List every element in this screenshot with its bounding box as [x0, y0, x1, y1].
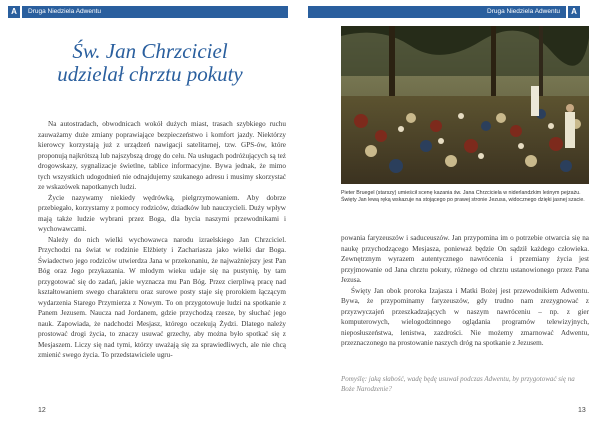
- bruegel-painting-image: [341, 26, 589, 184]
- section-title-bar: Druga Niedziela Adwentu: [22, 6, 288, 18]
- chapter-title-line-1: Św. Jan Chrzciciel: [72, 39, 228, 63]
- right-body-text: [341, 233, 589, 349]
- left-page: [8, 0, 292, 427]
- page-number-left: 12: [38, 407, 46, 414]
- paragraph: powania faryzeuszów i saduceuszów. Jan przypomina im o potrzebie otwarcia się na naukę przychodzącego Mesjasza, ponieważ będzie On sądził każdego człowieka. Zewnętrznym wyrazem autentycznego nawrócenia i przemiany życia jest przyjmowanie od Jana chrztu pokuty, różnego od chrztu ustanowionego przez Pana Jezusa.: [341, 234, 589, 284]
- painting-caption: Pieter Bruegel (starszy) umieścił scenę kazania św. Jana Chrzciciela w niderlandzkim leśnym pejzażu. Święty Jan lewą ręką wskazuje na stojącego po prawej stronie Jezusa, widocznego dzięki jasnej szacie.: [341, 190, 585, 204]
- paragraph: Na autostradach, obwodnicach wokół dużych miast, trasach szybkiego ruchu zauważamy duże zmiany poprawiające bezpieczeństwo i komfort jazdy. Niektórzy kierowcy korzystają już z urządzeń nawigacji satelitarnej, tzw. GPS-ów, które proponują najkrótszą lub najszybszą drogę do celu. Na usługach podróżujących są też drogowskazy, sygnalizacje świetlne, tablice informacyjne. Bywa jednak, że mimo tych wszystkich udogodnień nie odnajdujemy szukanego adresu i musimy skorzystać ze wskazówek napotkanych ludzi.: [38, 120, 286, 191]
- chapter-title: [8, 40, 292, 86]
- paragraph: Należy do nich wielki wychowawca narodu izraelskiego Jan Chrzciciel. Przychodzi na świat w rodzinie Elżbiety i Zachariasza jako wielki dar Boga. Świadectwo jego rodziców utwierdza Jana w przekonaniu, że najważniejszy jest Pan Bóg oraz Jego przykazania. W młodym wieku udaje się na pustynię, by tam przygotować się do zadań, jakie wyznacza mu Pan Bóg. Przez cierpliwą pracę nad kształtowaniem swego charakteru oraz surowe posty staje się prorokiem łączącym wydarzenia Starego Przymierza z Nowym. To on przygotowuje ludzi na spotkanie z Panem Jezusem. Naucza nad Jordanem, gdzie przychodzą rzesze, by słuchać jego nauk. Zapowiada, że nadchodzi Mesjasz, którego oczekują Żydzi. Dlatego należy prostować drogi życia, to znaczy usuwać grzechy, aby można było spotkać się z Mesjaszem. Liczy się nad tymi, którzy uważają się za sprawiedliwych, ale nie chcą zmienić swego życia. To przedstawiciele ugru-: [38, 235, 286, 359]
- season-badge: A: [8, 6, 20, 18]
- paragraph: Święty Jan obok proroka Izajasza i Matki Bożej jest przewodnikiem Adwentu. Bywa, że przypominamy faryzeuszów, gdy trudno nam zrezygnować z przyzwyczajeń przeszkadzających w naszym nawróceniu – np. z gier komputerowych, wielogodzinnego oglądania programów telewizyjnych, nieposłuszeństwa, lenistwa, zazdrości. Nie możemy zmarnować Adwentu, przeznaczonego na prostowanie naszych dróg na spotkanie z Jezusem.: [341, 286, 589, 347]
- reflection-question: Pomyślę: jaką słabość, wadę będę usuwał podczas Adwentu, by przygotować się na Boże Narodzenie?: [341, 375, 575, 393]
- page-number-right: 13: [578, 407, 586, 414]
- left-body-text: [38, 119, 286, 361]
- right-page-header: [308, 6, 592, 18]
- section-title-bar: Druga Niedziela Adwentu: [308, 6, 566, 18]
- season-badge: A: [568, 6, 580, 18]
- left-page-header: [8, 6, 288, 18]
- paragraph: Życie nazywamy niekiedy wędrówką, pielgrzymowaniem. Aby dobrze przebiegało, korzystamy z pomocy rodziców, dziadków lub nauczycieli. Duży wpływ mają także ludzie wybrani przez Boga, dla bycia naszymi przewodnikami i wychowawcami.: [38, 193, 286, 233]
- right-page: [308, 0, 592, 427]
- chapter-title-line-2: udzielał chrztu pokuty: [57, 62, 243, 86]
